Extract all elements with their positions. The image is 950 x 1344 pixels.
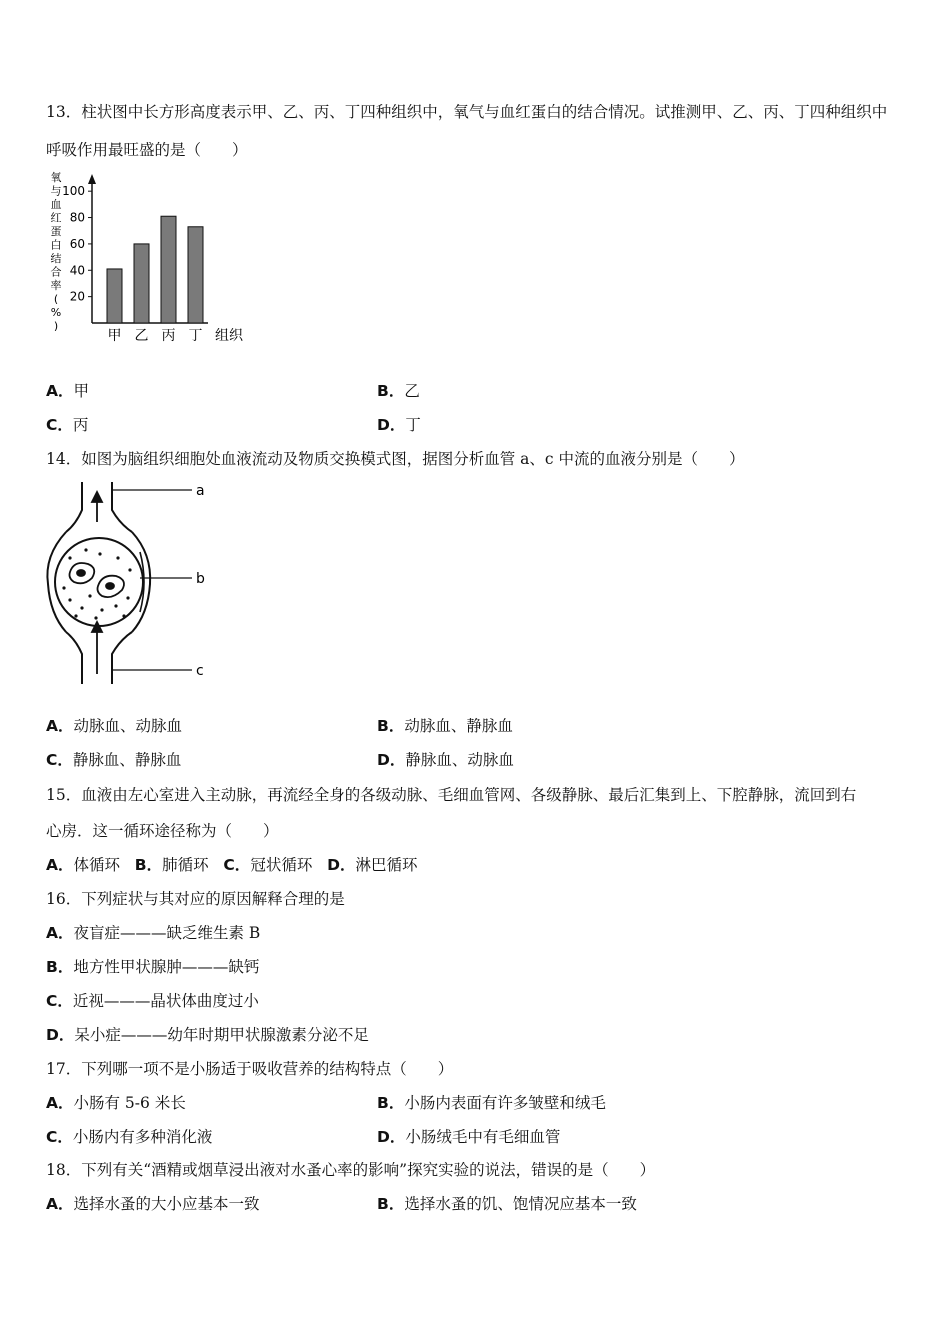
y-axis-ticks [62,184,92,303]
option-label: D． [46,1026,75,1044]
y-tick-label: 100 [62,184,85,199]
option-text: 夜盲症———缺乏维生素 B [73,924,261,942]
q13-stem-line1: 13．柱状图中长方形高度表示甲、乙、丙、丁四种组织中，氧气与血红蛋白的结合情况。试推测甲、乙、丙、丁四种组织中 [46,103,888,121]
oxygen-binding-bar-chart [40,168,260,363]
flow-arrow-bottom-head [92,622,102,632]
y-label-char: 血 [50,198,62,211]
option-label: B． [377,717,405,735]
y-axis-label [51,170,62,333]
bar [107,269,122,323]
option-text: 乙 [404,382,420,400]
q13-option-b[interactable] [377,381,420,401]
y-label-char: ) [53,319,59,333]
label-b: b [196,571,205,587]
option-label: A． [46,856,74,874]
vessel-wall-left-top [66,482,82,532]
y-tick-label: 80 [69,210,85,225]
x-category-label: 丙 [161,328,176,344]
q17-option-c[interactable] [46,1127,212,1147]
vessel-wall-left-bottom [66,632,82,684]
option-label: A． [46,1094,74,1112]
nucleus-dot [77,570,85,576]
option-text: 体循环 [73,856,121,874]
option-text: 选择水蚤的大小应基本一致 [73,1195,260,1213]
q14-option-a[interactable] [46,716,182,736]
option-label: A． [46,382,74,400]
option-label: B． [377,1195,405,1213]
q15-options-row [46,855,418,875]
y-label-char: 蛋 [50,225,62,238]
label-a: a [196,483,205,499]
option-text: 静脉血、动脉血 [405,751,514,769]
option-text: 丙 [72,416,89,434]
option-label: D． [377,1128,406,1146]
option-label: C． [46,992,73,1010]
q17-option-a[interactable] [46,1093,186,1113]
q15-stem-line2: 心房．这一循环途径称为（ ） [46,822,279,840]
option-text: 选择水蚤的饥、饱情况应基本一致 [404,1195,637,1213]
label-c: c [196,663,204,679]
q15-option-c[interactable] [223,856,312,874]
option-label: D． [377,751,406,769]
q18-stem: 18．下列有关“酒精或烟草浸出液对水蚤心率的影响”探究实验的说法，错误的是（ ） [46,1161,656,1179]
q15-option-d[interactable] [327,856,417,874]
brain-capillary-diagram [40,478,220,690]
q16-option-c[interactable] [46,991,259,1011]
x-axis-label: 组织 [215,328,243,344]
option-label: A． [46,717,74,735]
flow-arrow-top-head [92,492,102,502]
y-label-char: 白 [50,238,62,252]
option-text: 小肠内有多种消化液 [72,1128,213,1146]
y-tick-label: 40 [69,263,85,278]
option-text: 动脉血、静脉血 [404,717,513,735]
x-category-label: 丁 [188,328,203,344]
option-text: 呆小症———幼年时期甲状腺激素分泌不足 [74,1026,369,1044]
option-text: 近视———晶状体曲度过小 [72,992,259,1010]
option-label: A． [46,924,74,942]
option-text: 小肠有 5-6 米长 [73,1094,186,1112]
option-label: D． [327,856,356,874]
y-label-char: 与 [50,184,62,198]
y-label-char: 氧 [50,171,62,184]
x-axis-categories [108,328,203,344]
cytoplasm-dots [62,548,131,619]
q14-option-c[interactable] [46,750,181,770]
q17-option-d[interactable] [377,1127,560,1147]
option-label: C． [46,751,73,769]
bar [188,227,203,323]
capillary-outer-right [132,532,150,632]
option-text: 地方性甲状腺肿———缺钙 [73,958,260,976]
y-label-char: 率 [50,279,62,292]
q16-stem: 16．下列症状与其对应的原因解释合理的是 [46,890,345,908]
y-axis-arrow [88,174,96,184]
q13-option-a[interactable] [46,381,89,401]
q13-option-c[interactable] [46,415,88,435]
q18-option-b[interactable] [377,1194,637,1214]
bar [161,216,176,323]
y-label-char: 结 [50,252,62,265]
q16-option-a[interactable] [46,923,260,943]
q18-option-a[interactable] [46,1194,260,1214]
option-label: D． [377,416,406,434]
option-text: 小肠内表面有许多皱壁和绒毛 [404,1094,606,1112]
option-text: 冠状循环 [250,856,313,874]
x-category-label: 甲 [107,328,122,344]
q17-option-b[interactable] [377,1093,606,1113]
q16-option-b[interactable] [46,957,259,977]
x-category-label: 乙 [134,328,149,344]
q17-stem: 17．下列哪一项不是小肠适于吸收营养的结构特点（ ） [46,1060,454,1078]
q14-option-b[interactable] [377,716,513,736]
option-label: B． [134,856,163,874]
option-text: 静脉血、静脉血 [72,751,182,769]
q14-option-d[interactable] [377,750,514,770]
y-label-char: 合 [50,265,62,279]
q15-stem-line1: 15．血液由左心室进入主动脉，再流经全身的各级动脉、毛细血管网、各级静脉、最后汇集到上、下腔静脉，流回到右 [46,786,857,804]
y-label-char: 红 [50,211,62,225]
option-label: B． [377,382,405,400]
option-text: 丁 [405,416,421,434]
y-tick-label: 20 [69,289,85,304]
y-label-char: ( [53,292,59,306]
option-text: 动脉血、动脉血 [73,717,183,735]
option-text: 肺循环 [162,856,209,874]
option-label: C． [46,416,73,434]
q13-option-d[interactable] [377,415,421,435]
nucleus-dot [106,583,114,589]
bar [134,244,149,323]
option-text: 甲 [73,382,90,400]
q15-option-a[interactable] [46,856,120,874]
option-label: B． [377,1094,405,1112]
q13-stem-line2: 呼吸作用最旺盛的是（ ） [46,141,248,159]
vessel-wall-right-bottom [112,632,132,684]
q16-option-d[interactable] [46,1025,369,1045]
option-label: A． [46,1195,74,1213]
y-tick-label: 60 [69,236,85,251]
option-text: 淋巴循环 [355,856,418,874]
chart-bars [107,216,203,323]
option-label: C． [46,1128,73,1146]
option-text: 小肠绒毛中有毛细血管 [405,1128,561,1146]
option-label: C． [223,856,251,874]
q15-option-b[interactable] [135,856,209,874]
capillary-outer-left [47,532,66,632]
q14-stem: 14．如图为脑组织细胞处血液流动及物质交换模式图，据图分析血管 a、c 中流的血液分别是（ ） [46,450,745,468]
y-label-char: % [50,306,62,319]
option-label: B． [46,958,74,976]
